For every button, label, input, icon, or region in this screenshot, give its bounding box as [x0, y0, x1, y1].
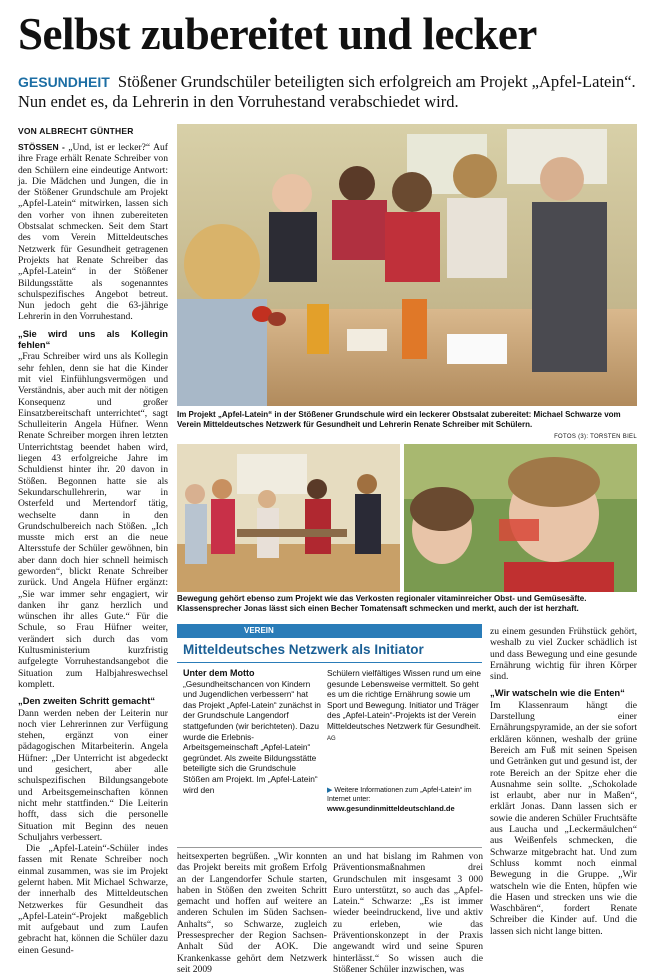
arrow-icon: ▶ [327, 787, 333, 794]
article-column-2-bottom: heitsexperten begrüßen. „Wir konnten das Projekt bereits mit großem Erfolg an der Langendorfer Schule starten, haben in Stößen den zweiten Schritt gemacht und hoffen auf weitere an anderen Schulen im Süden Sachsen-Anhalts“, so Schwarze, zugleich Pressesprecher der Region Sachsen-Anhalt Süd der AOK. Die Krankenkasse gehört dem Netzwerk seit 2009 [177, 851, 327, 975]
box-text-b: Schülern vielfältiges Wissen rund um eine gesunde Lebensweise vermittelt. So geht es um die richtige Ernährung sowie um Sport und Bewegung. Initiator und Träger des „Apfel-Latein“-Projekts ist der Verein Mitteldeutsches Netzwerk für Gesundheit. [327, 668, 482, 731]
subheading: „Sie wird uns als Kollegin fehlen“ [18, 327, 168, 351]
photo-illustration [177, 124, 637, 406]
headline: Selbst zubereitet und lecker [18, 9, 537, 59]
caption-text: Im Projekt „Apfel-Latein“ in der Stößener Grundschule wird ein leckerer Obstsalat zubereitet: Michael Schwarze vom Verein Mitteldeutsches Netzwerk für Gesundheit und Lehrerin Renate Schreiber mit Schülern. [177, 410, 621, 429]
subheading: „Wir watscheln wie die Enten“ [490, 687, 625, 699]
caption-main-photo [177, 410, 637, 442]
paragraph: Im Klassenraum hängt die Darstellung einer Ernährungspyramide, an der sie sofort erklären können, weshalb der grüne Bereich am Fuß mit seinen Speisen und Getränken gut und gesund ist, der rote Bereich an der Spitze eher die Ausnahme sein sollte. „Schokolade ist erlaubt, aber nur in Maßen“, erklärt Jonas. Dann lassen sich er sowie die anderen Schüler Fruchtsäfte aus Laucha und „Leckermäulchen“ aus Weißenfels schmecken, die Schwarze mitgebracht hat. Und zum Schluss kommt noch einmal Bewegung in die Gruppe. „Wir watscheln wie die Enten, hüpfen wie die Hasen und strecken uns wie die Waschbären“, fordert Renate Schreiber die Kinder auf. Und die lassen sich nicht lange bitten. [490, 699, 637, 937]
box-column-1 [183, 668, 321, 795]
photo-exercise [177, 444, 400, 592]
photo-fruit-salad [177, 124, 637, 406]
box-info [327, 786, 485, 814]
kicker [18, 72, 638, 112]
box-author: AG [327, 735, 336, 742]
box-url[interactable]: www.gesundinmitteldeutschland.de [327, 804, 455, 813]
article-column-1 [18, 142, 168, 956]
box-rule [177, 662, 482, 663]
box-column-2 [327, 668, 485, 744]
paragraph: Die „Apfel-Latein“-Schüler indes fassen mit Renate Schreiber noch einmal zusammen, was sie im Projekt gelernt haben. Mit Michael Schwarze, der innerhalb des Mitteldeutschen Netzwerkes für Gesundheit das „Apfel-Latein“-Projekt maßgeblich mit aufgebaut und zum Laufen gebracht hat, können die Schüler dazu einen Gesund- [18, 843, 168, 956]
box-title: Mitteldeutsches Netzwerk als Initiator [183, 642, 424, 657]
photo-illustration [177, 444, 400, 592]
paragraph: Dann werden neben der Leiterin nur noch vier Lehrerinnen zur Verfügung stehen, ergänzt von einer pädagogischen Mitarbeiterin. Angela Hüfner: „Der Unterricht ist abgedeckt und gesichert, aber alle schulspezifischen Bildungsangebote und Arbeitsgemeinschaften können nicht mehr stattfinden.“ Die Leiterin hofft, dass sich die personelle Situation mit Beginn des neuen Schuljahrs verbessert. [18, 707, 168, 843]
article-column-3-bottom: an und hat bislang im Rahmen von Präventionsmaßnahmen drei Grundschulen mit insgesamt 3 000 Euro unterstützt, so auch das „Apfel-Latein.“ Schwarze: „Es ist immer wieder beeindruckend, live und aktiv zu erleben, wie das Präventionskonzept in der Praxis angewandt wird und seine Spuren hinterlässt.“ So wissen auch die Stößener Schüler inzwischen, was [333, 851, 483, 975]
subheading: „Den zweiten Schritt gemacht“ [18, 695, 156, 707]
box-info-text: Weitere Informationen zum „Apfel-Latein“ im Internet unter: [327, 787, 472, 803]
kicker-text: Stößener Grundschüler beteiligten sich erfolgreich am Projekt „Apfel-Latein“. Nun endet es, da Lehrerin in den Vorruhestand verabschiedet wird. [18, 72, 636, 111]
paragraph-text: „Und, ist er lecker?“ Auf ihre Frage erhält Renate Schreiber von den Schülern eine eindeutige Antwort: ja. Die Mädchen und Jungen, die in der Stößener Grundschule am Projekt „Apfel-Latein“ mitwirken, lassen sich den vorher von ihnen zubereiteten Obstsalat schmecken. Seit dem Start des vom Verein Mitteldeutsches Netzwerk für Gesundheit getragenen Projekts hat Renate Schreiber das „Apfel-Latein“ in der Stößener Bildungsstätte als sogenanntes schulspezifisches Angebot betreut. Nun jedoch geht die 63-jährige Lehrerin in den Vorruhestand. [18, 142, 168, 323]
photo-tomato-juice [404, 444, 637, 592]
paragraph: „Frau Schreiber wird uns als Kollegin sehr fehlen, denn sie hat die Kinder mit viel Einfühlungsvermögen und Verständnis, aber auch mit der nötigen Konsequenz und großer Einsatzbereitschaft unterrichtet“, sagt Schulleiterin Angela Hüfner. Wenn Renate Schreiber morgen ihren letzten Unterrichtstag beendet haben wird, liegen 43 erfolgreiche Jahre im Schuldienst hinter ihr. 20 davon in Stößen. Begonnen hatte sie als Sekundarschullehrerin, war in Osterfeld und Mertendorf tätig, wechselte dann in den Grundschulbereich nach Stößen. „Ich musste mich erst an die neue Altersstufe der Schüler gewöhnen, bin aber dann doch hier schnell heimisch geworden“, blickt Renate Schreiber zurück. Und Angela Hüfner ergänzt: „Sie war immer sehr engagiert, wir danken ihr ganz herzlich und wünschen ihr alles Gute.“ Für die Schule, so Frau Hüfner weiter, verändert sich durch das vom Kultusministerium kurzfristig aufgelegte Vorruhestandsangebot die Situation zum Halbjahreswechsel komplett. [18, 351, 168, 690]
paragraph [18, 142, 168, 323]
dateline: STÖSSEN - [18, 142, 65, 152]
photo-illustration [404, 444, 637, 592]
box-text-a: „Gesundheitschancen von Kindern und Jugendlichen verbessern“ hat das Projekt „Apfel-Latein“ zunächst in der Grundschule Langendorf stattgefunden (wir berichteten). Dazu wurde die Erlebnis-Arbeitsgemeinschaft „Apfel-Latein“ gegründet. Als zweite Bildungsstätte beteiligte sich die Grundschule Stößen am Projekt. Im „Apfel-Latein“ wird den [183, 678, 321, 795]
divider [177, 847, 482, 848]
kicker-topic: GESUNDHEIT [18, 74, 110, 90]
box-lead: Unter dem Motto [183, 668, 255, 678]
article-column-4 [490, 626, 637, 937]
box-tag: VEREIN [177, 624, 482, 638]
caption-second-photos: Bewegung gehört ebenso zum Projekt wie das Verkosten regionaler vitaminreicher Obst- und Gemüsesäfte. Klassensprecher Jonas lässt sich einen Becher Tomatensaft schmecken und merkt, auch der ist herzhaft. [177, 594, 587, 613]
byline: VON ALBRECHT GÜNTHER [18, 126, 134, 136]
paragraph: zu einem gesunden Frühstück gehört, weshalb zu viel Zucker schädlich ist und dass Bewegung und eine gesunde Ernährung wichtig für ihren Körper sind. [490, 626, 637, 683]
photo-credit: FOTOS (3): TORSTEN BIEL [554, 434, 637, 440]
